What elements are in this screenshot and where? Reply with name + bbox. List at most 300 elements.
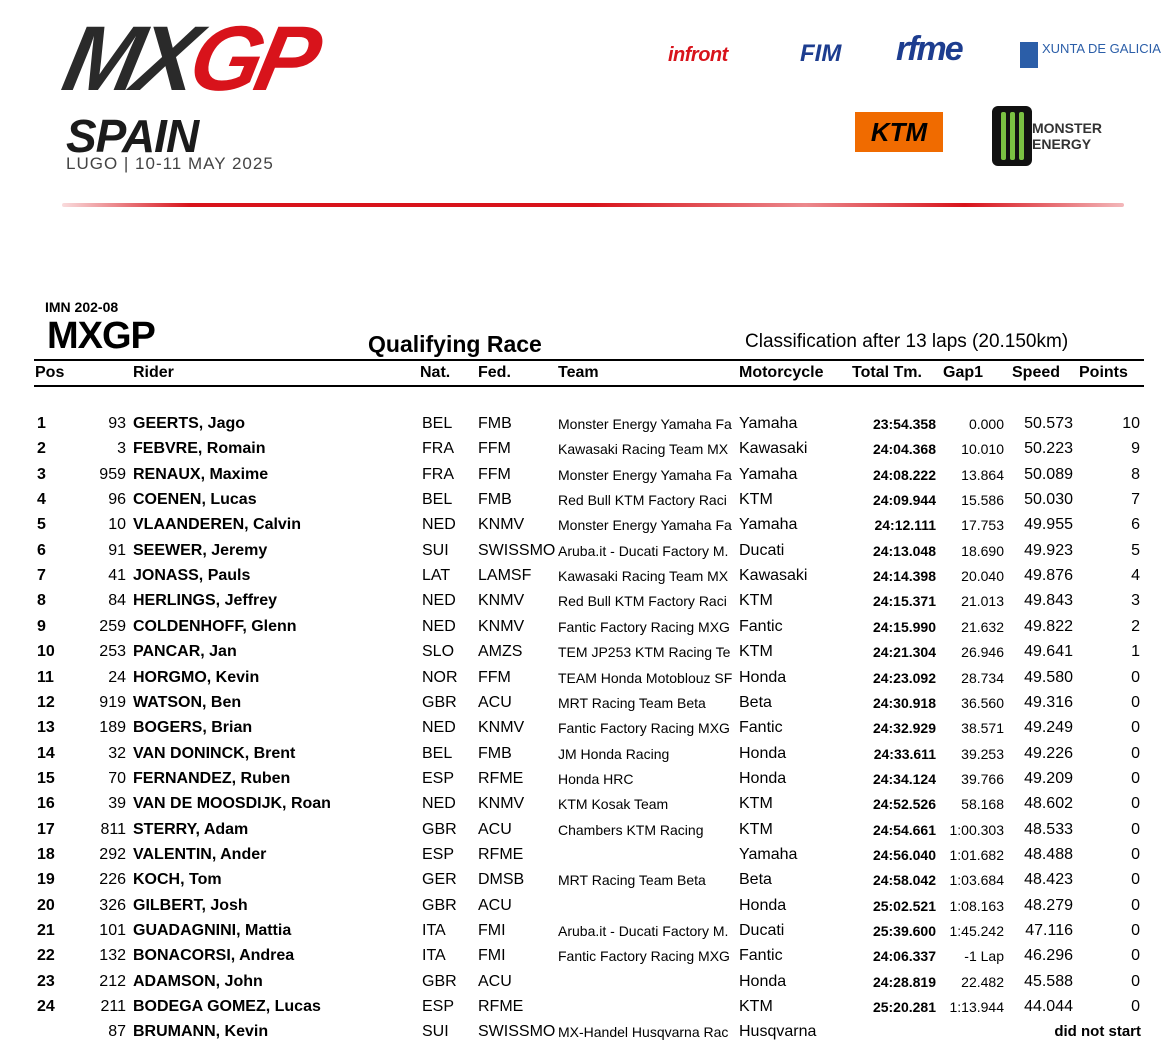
rider-name-cell: BRUMANN, Kevin (133, 1023, 269, 1041)
rider-name-cell: COENEN, Lucas (133, 491, 257, 509)
gap-cell: 26.946 (961, 644, 1004, 661)
team-name-cell: Honda HRC (558, 770, 634, 787)
col-pos: Pos (35, 364, 65, 381)
position-cell: 23 (37, 972, 55, 990)
total-time-cell: 24:15.371 (872, 593, 936, 610)
speed-cell: 48.488 (1024, 845, 1073, 863)
points-cell: 0 (1131, 693, 1140, 711)
rider-number-cell: 41 (108, 567, 126, 585)
result-row (0, 464, 1170, 489)
position-cell: 1 (37, 415, 46, 432)
rider-name-cell: BONACORSI, Andrea (133, 947, 295, 965)
nationality-cell: GBR (422, 972, 457, 990)
motorcycle-cell: Honda (739, 668, 787, 686)
team-name-cell: Fantic Factory Racing MXG (558, 720, 730, 737)
team-name-cell: MX-Handel Husqvarna Rac (558, 1024, 729, 1041)
points-cell: 7 (1131, 491, 1140, 509)
motorcycle-cell: Fantic (739, 947, 783, 965)
team-name-cell: TEAM Honda Motoblouz SF (558, 669, 733, 686)
result-row (0, 641, 1170, 666)
position-cell: 9 (37, 617, 46, 635)
points-cell: 0 (1131, 896, 1140, 914)
rider-name-cell: VAN DONINCK, Brent (133, 744, 296, 762)
team-name-cell: Monster Energy Yamaha Fa (558, 416, 732, 432)
gap-cell: 18.690 (961, 542, 1004, 559)
total-time-cell: 24:54.661 (872, 821, 936, 838)
rider-number-cell: 189 (99, 719, 126, 737)
result-row (0, 971, 1170, 996)
federation-cell: SWISSMO (478, 541, 556, 559)
points-cell: 0 (1131, 744, 1140, 762)
federation-cell: FMB (478, 491, 512, 509)
header-rule-bottom (34, 385, 1144, 387)
motorcycle-cell: Fantic (739, 617, 783, 635)
points-cell: 4 (1131, 567, 1140, 585)
speed-cell: 50.030 (1024, 491, 1073, 509)
gap-cell: 1:08.163 (949, 897, 1004, 914)
motorcycle-cell: Yamaha (739, 845, 798, 863)
rider-name-cell: SEEWER, Jeremy (133, 541, 268, 559)
federation-cell: DMSB (478, 871, 525, 889)
federation-cell: FMI (478, 922, 506, 939)
rider-number-cell: 3 (117, 440, 126, 458)
total-time-cell: 24:04.368 (872, 441, 936, 458)
col-fed: Fed. (478, 364, 511, 381)
motorcycle-cell: Beta (739, 871, 772, 889)
points-cell: 1 (1131, 643, 1140, 661)
points-cell: 5 (1131, 541, 1140, 559)
rider-number-cell: 10 (108, 516, 126, 534)
gap-cell: 58.168 (961, 796, 1004, 813)
col-points: Points (1079, 364, 1128, 381)
total-time-cell: 24:58.042 (872, 872, 936, 889)
federation-cell: AMZS (478, 643, 523, 661)
nationality-cell: GBR (422, 693, 457, 711)
nationality-cell: SUI (422, 541, 449, 559)
total-time-cell: 24:32.929 (872, 720, 936, 737)
result-row (0, 565, 1170, 590)
gap-cell: 10.010 (961, 441, 1004, 458)
federation-cell: RFME (478, 998, 524, 1016)
speed-cell: 50.573 (1024, 415, 1073, 432)
result-row (0, 793, 1170, 818)
gap-cell: 36.560 (961, 694, 1004, 711)
team-name-cell: Monster Energy Yamaha Fa (558, 466, 732, 483)
federation-cell: ACU (478, 972, 512, 990)
rider-number-cell: 91 (108, 541, 126, 559)
gap-cell: 0.000 (968, 416, 1004, 432)
total-time-cell: 24:56.040 (872, 846, 936, 863)
header-red-stripe (62, 203, 1124, 207)
rider-number-cell: 959 (99, 465, 126, 483)
nationality-cell: GBR (422, 820, 457, 838)
position-cell: 15 (37, 769, 55, 787)
gap-cell: 1:03.684 (949, 872, 1004, 889)
federation-cell: FMB (478, 744, 512, 762)
rider-number-cell: 93 (108, 415, 126, 432)
result-row (0, 667, 1170, 692)
gap-cell: 21.632 (961, 618, 1004, 635)
result-row (0, 945, 1170, 970)
rider-name-cell: FERNANDEZ, Ruben (133, 769, 291, 787)
rider-name-cell: VLAANDEREN, Calvin (133, 516, 302, 534)
motorcycle-cell: Fantic (739, 719, 783, 737)
rider-name-cell: STERRY, Adam (133, 820, 249, 838)
nationality-cell: BEL (422, 415, 453, 432)
team-name-cell: Red Bull KTM Factory Raci (558, 593, 727, 610)
gap-cell: 1:01.682 (949, 846, 1004, 863)
nationality-cell: SLO (422, 643, 455, 661)
motorcycle-cell: Kawasaki (739, 567, 808, 585)
rider-name-cell: PANCAR, Jan (133, 643, 237, 661)
rider-name-cell: WATSON, Ben (133, 693, 242, 711)
rider-number-cell: 39 (108, 795, 126, 813)
rider-number-cell: 212 (99, 972, 126, 990)
position-cell: 24 (37, 998, 55, 1016)
position-cell: 21 (37, 922, 55, 939)
motorcycle-cell: Yamaha (739, 415, 798, 432)
rider-number-cell: 326 (99, 896, 126, 914)
speed-cell: 50.223 (1024, 440, 1073, 458)
team-name-cell: Fantic Factory Racing MXG (558, 948, 730, 965)
speed-cell: 49.843 (1024, 592, 1073, 610)
total-time-cell: 24:13.048 (872, 542, 936, 559)
result-row (0, 489, 1170, 514)
speed-cell: 49.923 (1024, 541, 1073, 559)
rider-name-cell: GUADAGNINI, Mattia (133, 922, 292, 939)
total-time-cell: 24:09.944 (872, 492, 936, 509)
nationality-cell: NED (422, 592, 456, 610)
speed-cell: 49.316 (1024, 693, 1073, 711)
ktm-logo: KTM (855, 112, 943, 152)
total-time-cell: 24:21.304 (872, 644, 936, 661)
xunta-galicia-logo: XUNTA DE GALICIA (1020, 42, 1136, 55)
result-row (0, 438, 1170, 463)
fim-logo: FIM (800, 40, 842, 67)
rider-number-cell: 919 (99, 693, 126, 711)
event-name: SPAIN (66, 110, 199, 162)
position-cell: 13 (37, 719, 55, 737)
total-time-cell: 23:54.358 (872, 416, 936, 432)
result-row (0, 996, 1170, 1021)
position-cell: 18 (37, 845, 55, 863)
points-cell: 9 (1131, 440, 1140, 458)
total-time-cell: 24:33.611 (873, 745, 936, 762)
nationality-cell: GBR (422, 896, 457, 914)
team-name-cell: JM Honda Racing (558, 745, 670, 762)
team-name-cell: Kawasaki Racing Team MX (558, 441, 729, 458)
gap-cell: 21.013 (961, 593, 1004, 610)
total-time-cell: 24:28.819 (872, 973, 936, 990)
motorcycle-cell: Honda (739, 744, 787, 762)
points-cell: 0 (1131, 922, 1140, 939)
rider-number-cell: 811 (100, 820, 126, 838)
speed-cell: 50.089 (1024, 465, 1073, 483)
nationality-cell: ESP (422, 998, 455, 1016)
team-name-cell: Chambers KTM Racing (558, 821, 704, 838)
nationality-cell: ITA (422, 947, 446, 965)
rider-number-cell: 24 (108, 668, 126, 686)
col-speed: Speed (1012, 364, 1061, 381)
federation-cell: RFME (478, 845, 524, 863)
monster-energy-logo: MONSTER ENERGY (988, 106, 1112, 166)
points-cell: 10 (1122, 415, 1140, 432)
total-time-cell: 24:52.526 (872, 796, 936, 813)
position-cell: 5 (37, 516, 46, 534)
rider-number-cell: 132 (99, 947, 126, 965)
federation-cell: FFM (478, 440, 511, 458)
federation-cell: SWISSMO (478, 1023, 556, 1041)
team-name-cell: Red Bull KTM Factory Raci (558, 492, 727, 509)
team-name-cell: Kawasaki Racing Team MX (558, 568, 729, 585)
rider-name-cell: COLDENHOFF, Glenn (133, 617, 297, 635)
federation-cell: KNMV (478, 719, 525, 737)
position-cell: 7 (37, 567, 46, 585)
nationality-cell: NOR (422, 668, 458, 686)
result-row (0, 869, 1170, 894)
rider-name-cell: GILBERT, Josh (133, 896, 248, 914)
gap-cell: 1:45.242 (949, 923, 1004, 939)
nationality-cell: FRA (422, 440, 454, 458)
total-time-cell: 24:12.111 (874, 517, 936, 534)
gap-cell: 15.586 (961, 492, 1004, 509)
nationality-cell: BEL (422, 744, 453, 762)
col-nat: Nat. (420, 364, 451, 381)
points-cell: 0 (1131, 820, 1140, 838)
nationality-cell: NED (422, 516, 456, 534)
session-title: Qualifying Race (368, 331, 542, 357)
team-name-cell: Monster Energy Yamaha Fa (558, 517, 732, 534)
col-team: Team (558, 364, 599, 381)
gap-cell: 39.766 (961, 770, 1004, 787)
federation-cell: FMB (478, 415, 512, 432)
motorcycle-cell: Husqvarna (739, 1023, 817, 1041)
speed-cell: 49.580 (1024, 668, 1073, 686)
motorcycle-cell: KTM (739, 998, 773, 1016)
points-cell: 0 (1131, 871, 1140, 889)
speed-cell: 49.955 (1024, 516, 1073, 534)
gap-cell: 22.482 (961, 973, 1004, 990)
rider-name-cell: FEBVRE, Romain (133, 440, 266, 458)
speed-cell: 49.226 (1024, 744, 1073, 762)
team-name-cell: MRT Racing Team Beta (558, 694, 706, 711)
position-cell: 3 (37, 465, 46, 483)
gap-cell: 20.040 (961, 568, 1004, 585)
speed-cell: 49.822 (1024, 617, 1073, 635)
total-time-cell: 24:23.092 (872, 669, 936, 686)
position-cell: 12 (37, 693, 55, 711)
motorcycle-cell: Ducati (739, 922, 785, 939)
rider-number-cell: 84 (108, 592, 126, 610)
points-cell: 0 (1131, 769, 1140, 787)
nationality-cell: NED (422, 719, 456, 737)
motorcycle-cell: Honda (739, 769, 787, 787)
classification-info: Classification after 13 laps (20.150km) (745, 331, 1069, 352)
rider-name-cell: JONASS, Pauls (133, 567, 251, 585)
points-cell: 0 (1131, 795, 1140, 813)
rider-name-cell: RENAUX, Maxime (133, 465, 269, 483)
team-name-cell: Aruba.it - Ducati Factory M. (558, 923, 729, 939)
document-code: IMN 202-08 (45, 299, 119, 315)
rider-number-cell: 211 (100, 998, 126, 1016)
speed-cell: 49.209 (1024, 769, 1073, 787)
position-cell: 19 (37, 871, 55, 889)
gap-cell: 38.571 (961, 720, 1004, 737)
points-cell: 6 (1131, 516, 1140, 534)
motorcycle-cell: Honda (739, 972, 787, 990)
total-time-cell: 25:39.600 (872, 923, 936, 939)
rider-number-cell: 292 (99, 845, 126, 863)
rider-number-cell: 253 (99, 643, 126, 661)
motorcycle-cell: KTM (739, 795, 773, 813)
infront-logo: infront (668, 44, 728, 66)
motorcycle-cell: Yamaha (739, 465, 798, 483)
rider-name-cell: ADAMSON, John (133, 972, 263, 990)
total-time-cell: 24:08.222 (872, 466, 936, 483)
total-time-cell: 25:02.521 (872, 897, 936, 914)
result-row (0, 692, 1170, 717)
points-cell: 0 (1131, 845, 1140, 863)
motorcycle-cell: KTM (739, 592, 773, 610)
motorcycle-cell: KTM (739, 820, 773, 838)
points-cell: 3 (1131, 592, 1140, 610)
rider-name-cell: GEERTS, Jago (133, 415, 246, 432)
speed-cell: 49.249 (1024, 719, 1073, 737)
result-row (0, 743, 1170, 768)
position-cell: 20 (37, 896, 55, 914)
position-cell: 2 (37, 440, 46, 458)
federation-cell: ACU (478, 693, 512, 711)
team-name-cell: MRT Racing Team Beta (558, 872, 706, 889)
position-cell: 6 (37, 541, 46, 559)
result-row (0, 590, 1170, 615)
rider-name-cell: VALENTIN, Ander (133, 845, 267, 863)
header-rule-top (34, 359, 1144, 361)
gap-cell: -1 Lap (964, 948, 1004, 965)
speed-cell: 49.876 (1024, 567, 1073, 585)
position-cell: 4 (37, 491, 46, 509)
gap-cell: 28.734 (961, 669, 1004, 686)
rider-number-cell: 70 (108, 769, 126, 787)
rider-name-cell: BODEGA GOMEZ, Lucas (133, 998, 321, 1016)
speed-cell: 46.296 (1024, 947, 1073, 965)
federation-cell: LAMSF (478, 567, 532, 585)
federation-cell: KNMV (478, 592, 525, 610)
rider-name-cell: VAN DE MOOSDIJK, Roan (133, 795, 331, 813)
motorcycle-cell: Beta (739, 693, 772, 711)
motorcycle-cell: Yamaha (739, 516, 798, 534)
total-time-cell: 24:34.124 (872, 770, 936, 787)
nationality-cell: ESP (422, 769, 455, 787)
dns-row (0, 1021, 1170, 1046)
position-cell: 16 (37, 795, 55, 813)
federation-cell: FMI (478, 947, 506, 965)
team-name-cell: Fantic Factory Racing MXG (558, 618, 730, 635)
rfme-logo: rfme (896, 30, 962, 68)
class-title: MXGP (47, 315, 155, 357)
total-time-cell: 24:14.398 (872, 568, 936, 585)
motorcycle-cell: Ducati (739, 541, 785, 559)
position-cell: 22 (37, 947, 55, 965)
col-rider: Rider (133, 364, 174, 381)
federation-cell: KNMV (478, 617, 525, 635)
result-row (0, 514, 1170, 539)
points-cell: 0 (1131, 719, 1140, 737)
total-time-cell: 24:30.918 (872, 694, 936, 711)
gap-cell: 1:00.303 (949, 821, 1004, 838)
points-cell: 8 (1131, 465, 1140, 483)
federation-cell: ACU (478, 820, 512, 838)
nationality-cell: LAT (422, 567, 451, 585)
rider-number-cell: 96 (108, 491, 126, 509)
gap-cell: 1:13.944 (949, 999, 1004, 1016)
result-row (0, 616, 1170, 641)
points-cell: 0 (1131, 947, 1140, 965)
result-row (0, 844, 1170, 869)
team-name-cell: TEM JP253 KTM Racing Te (558, 644, 731, 661)
team-name-cell: KTM Kosak Team (558, 796, 669, 813)
speed-cell: 48.423 (1024, 871, 1073, 889)
rider-number-cell: 226 (99, 871, 126, 889)
nationality-cell: NED (422, 617, 456, 635)
federation-cell: ACU (478, 896, 512, 914)
federation-cell: KNMV (478, 516, 525, 534)
position-cell: 14 (37, 744, 55, 762)
gap-cell: 39.253 (961, 745, 1004, 762)
rider-number-cell: 259 (99, 617, 126, 635)
speed-cell: 47.116 (1025, 922, 1073, 939)
result-row (0, 895, 1170, 920)
federation-cell: FFM (478, 668, 511, 686)
rider-name-cell: HERLINGS, Jeffrey (133, 592, 278, 610)
position-cell: 17 (37, 820, 55, 838)
gap-cell: 13.864 (961, 466, 1004, 483)
points-cell: 2 (1131, 617, 1140, 635)
col-gap: Gap1 (943, 364, 984, 381)
event-date: LUGO | 10-11 MAY 2025 (66, 154, 274, 173)
nationality-cell: ITA (422, 922, 446, 939)
points-cell: 0 (1131, 998, 1140, 1016)
result-row (0, 819, 1170, 844)
motorcycle-cell: Honda (739, 896, 787, 914)
rider-number-cell: 32 (108, 744, 126, 762)
position-cell: 8 (37, 592, 46, 610)
total-time-cell: 24:06.337 (872, 948, 936, 965)
federation-cell: KNMV (478, 795, 525, 813)
speed-cell: 45.588 (1024, 972, 1073, 990)
rider-number-cell: 87 (108, 1023, 126, 1041)
speed-cell: 48.602 (1024, 795, 1073, 813)
rider-name-cell: HORGMO, Kevin (133, 668, 260, 686)
result-row (0, 413, 1170, 438)
federation-cell: RFME (478, 769, 524, 787)
points-cell: 0 (1131, 972, 1140, 990)
rider-number-cell: 101 (99, 922, 126, 939)
result-row (0, 717, 1170, 742)
nationality-cell: NED (422, 795, 456, 813)
speed-cell: 48.279 (1024, 896, 1073, 914)
motorcycle-cell: Kawasaki (739, 440, 808, 458)
nationality-cell: BEL (422, 491, 453, 509)
motorcycle-cell: KTM (739, 491, 773, 509)
nationality-cell: GER (422, 871, 457, 889)
speed-cell: 49.641 (1024, 643, 1073, 661)
result-row (0, 540, 1170, 565)
mxgp-logo: MXGP (55, 8, 324, 110)
rider-name-cell: BOGERS, Brian (133, 719, 253, 737)
col-motorcycle: Motorcycle (739, 364, 824, 381)
nationality-cell: SUI (422, 1023, 449, 1041)
